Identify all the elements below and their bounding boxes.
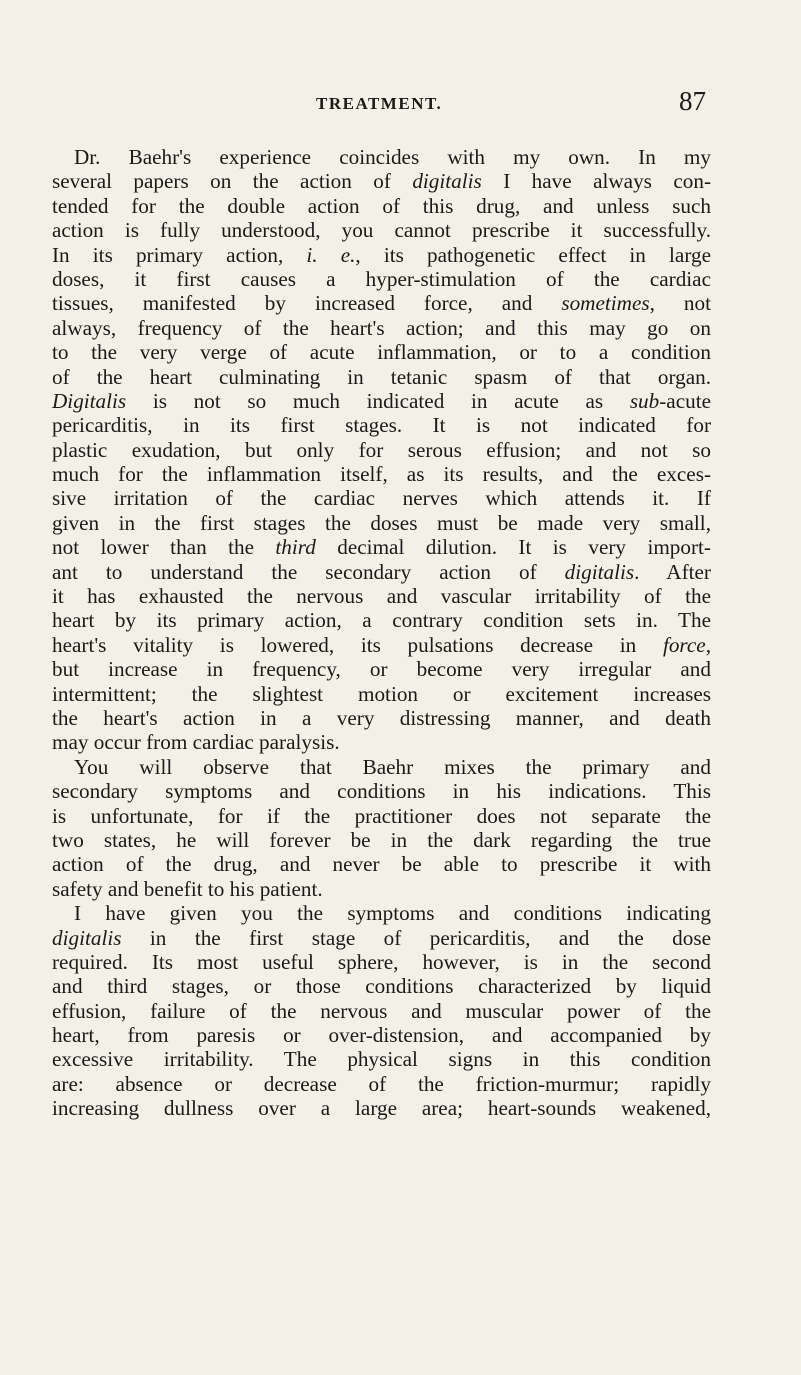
running-head: TREATMENT. — [316, 94, 443, 113]
text-line: In its primary action, i. e., its pathogenetic effect in large — [52, 242, 711, 267]
text-line: given in the first stages the doses must be made very small, — [52, 510, 711, 535]
text-line: doses, it first causes a hyper-stimulation of the cardiac — [52, 266, 711, 291]
text-line: Dr. Baehr's experience coincides with my own. In my — [74, 145, 711, 169]
text-line: several papers on the action of digitalis I have always con- — [52, 169, 711, 194]
text-line: not lower than the third decimal dilution. It is very import- — [52, 535, 711, 560]
text-line: heart, from paresis or over-distension, and accompanied by — [52, 1023, 711, 1048]
text-line: pericarditis, in its first stages. It is not indicated for — [52, 413, 711, 438]
text-line: may occur from cardiac paralysis. — [52, 730, 340, 755]
text-line: plastic exudation, but only for serous effusion; and not so — [52, 437, 711, 462]
italic-term: digitalis — [564, 559, 635, 584]
italic-term: sub — [629, 388, 660, 413]
text-line: heart's vitality is lowered, its pulsations decrease in force, — [52, 632, 711, 657]
text-line: action of the drug, and never be able to prescribe it with — [52, 852, 711, 877]
text-line: intermittent; the slightest motion or excitement increases — [52, 681, 711, 706]
italic-term: sometimes — [561, 291, 650, 316]
text-line: action is fully understood, you cannot prescribe it successfully. — [52, 218, 711, 243]
text-line: and third stages, or those conditions characterized by liquid — [52, 974, 711, 999]
italic-term: third — [275, 535, 316, 560]
italic-term: digitalis — [412, 169, 482, 194]
text-line: heart by its primary action, a contrary condition sets in. The — [52, 608, 711, 633]
text-line: but increase in frequency, or become very irregular and — [52, 657, 711, 682]
italic-term: i. e. — [306, 242, 356, 267]
text-line: two states, he will forever be in the dark regarding the true — [52, 827, 711, 852]
text-line: to the very verge of acute inflammation, or to a condition — [52, 340, 711, 365]
paragraph — [52, 755, 711, 901]
text-line: the heart's action in a very distressing manner, and death — [52, 705, 711, 730]
text-line: effusion, failure of the nervous and muscular power of the — [52, 998, 711, 1023]
italic-term: force — [662, 632, 706, 657]
text-line: increasing dullness over a large area; heart-sounds weakened, — [52, 1096, 711, 1121]
text-line: are: absence or decrease of the friction-murmur; rapidly — [52, 1071, 711, 1096]
text-line: ant to understand the secondary action of digitalis. After — [52, 559, 711, 584]
text-line: always, frequency of the heart's action; and this may go on — [52, 315, 711, 340]
paragraph — [52, 145, 711, 755]
text-line: required. Its most useful sphere, however, is in the second — [52, 949, 711, 974]
text-line: excessive irritability. The physical signs in this condition — [52, 1047, 711, 1072]
text-line: sive irritation of the cardiac nerves which attends it. If — [52, 486, 711, 511]
text-line: is unfortunate, for if the practitioner does not separate the — [52, 803, 711, 828]
text-line: Digitalis is not so much indicated in acute as sub-acute — [52, 388, 711, 413]
text-line: I have given you the symptoms and conditions indicating — [74, 901, 711, 926]
text-line: safety and benefit to his patient. — [52, 876, 323, 901]
italic-term: Digitalis — [52, 388, 127, 413]
text-line: of the heart culminating in tetanic spasm of that organ. — [52, 364, 711, 389]
italic-term: digitalis — [52, 925, 122, 950]
page-number: 87 — [679, 86, 706, 116]
page-header — [0, 86, 801, 122]
body-text — [52, 145, 711, 1121]
text-line: tended for the double action of this drug, and unless such — [52, 193, 711, 218]
text-line: tissues, manifested by increased force, and sometimes, not — [52, 291, 711, 316]
text-line: secondary symptoms and conditions in his indications. This — [52, 779, 711, 804]
text-line: it has exhausted the nervous and vascular irritability of the — [52, 584, 711, 609]
paragraph — [52, 901, 711, 1121]
text-line: much for the inflammation itself, as its results, and the exces- — [52, 462, 711, 487]
text-line: digitalis in the first stage of pericarditis, and the dose — [52, 925, 711, 950]
text-line: You will observe that Baehr mixes the primary and — [74, 754, 711, 779]
